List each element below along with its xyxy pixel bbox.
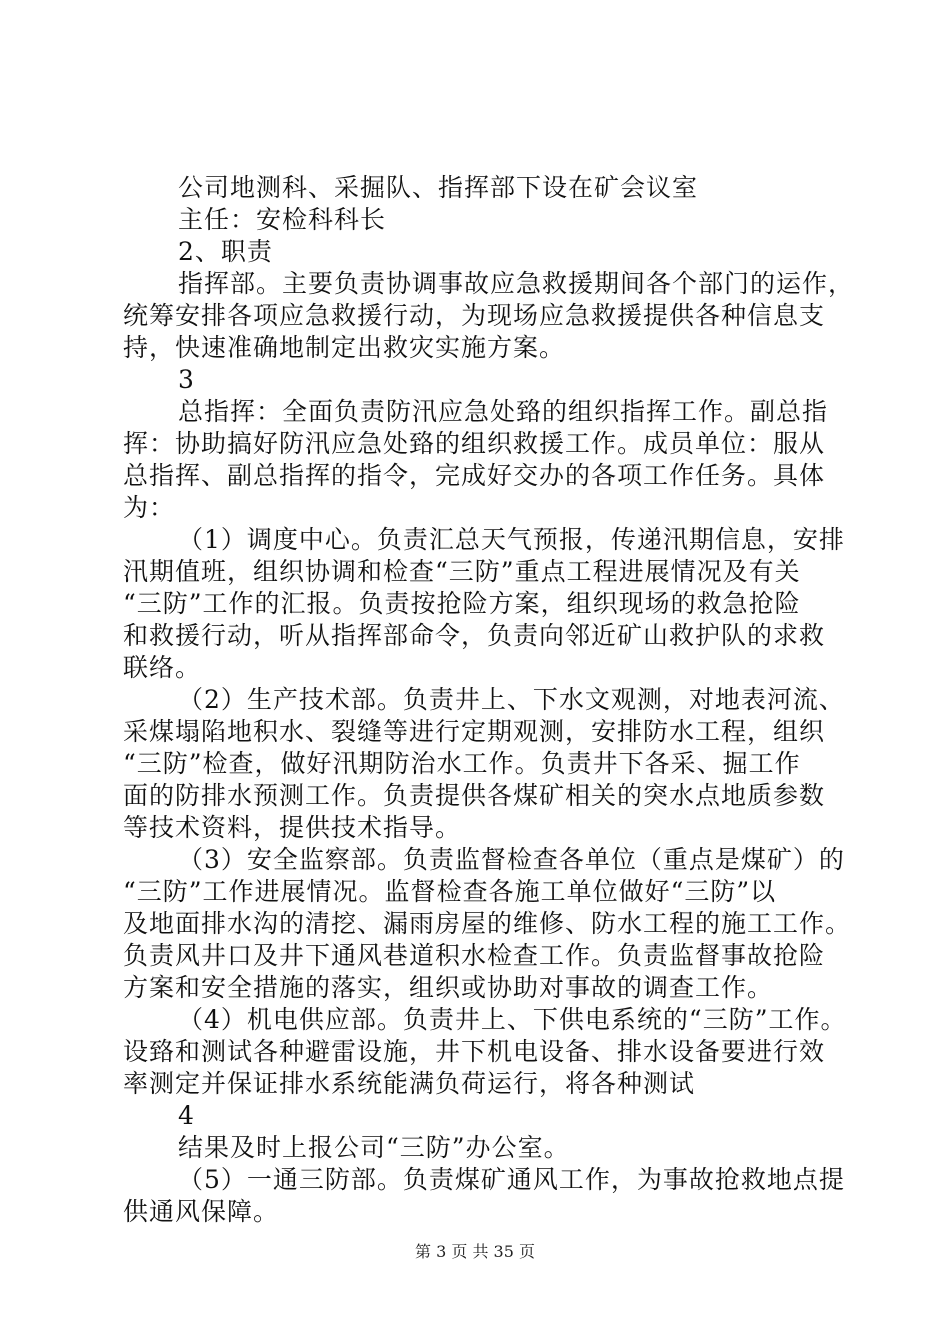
page-footer: 第 3 页 共 35 页 bbox=[415, 1242, 535, 1261]
text-line: 率测定并保证排水系统能满负荷运行，将各种测试 bbox=[123, 1069, 696, 1098]
text-line: 统筹安排各项应急救援行动，为现场应急救援提供各种信息支 bbox=[123, 301, 826, 330]
text-line: 持，快速准确地制定出救灾实施方案。 bbox=[123, 333, 566, 362]
text-line: “三防”检查，做好汛期防治水工作。负责井下各采、掘工作 bbox=[123, 749, 801, 778]
section-number: 4 bbox=[178, 1101, 195, 1130]
text-line: 面的防排水预测工作。负责提供各煤矿相关的突水点地质参数 bbox=[123, 781, 826, 810]
text-line: 结果及时上报公司“三防”办公室。 bbox=[178, 1133, 570, 1162]
text-line: 总指挥：全面负责防汛应急处臵的组织指挥工作。副总指 bbox=[178, 397, 829, 426]
text-line: （5）一通三防部。负责煤矿通风工作，为事故抢救地点提 bbox=[178, 1165, 845, 1194]
section-heading: 2、职责 bbox=[178, 237, 273, 266]
text-line: （2）生产技术部。负责井上、下水文观测，对地表河流、 bbox=[178, 685, 845, 714]
text-line: 联络。 bbox=[123, 653, 202, 682]
text-line: （1）调度中心。负责汇总天气预报，传递汛期信息，安排 bbox=[178, 525, 845, 554]
text-line: 指挥部。主要负责协调事故应急救援期间各个部门的运作， bbox=[178, 269, 855, 298]
text-line: 总指挥、副总指挥的指令，完成好交办的各项工作任务。具体 bbox=[123, 461, 826, 490]
text-line: 公司地测科、采掘队、指挥部下设在矿会议室 bbox=[178, 173, 699, 202]
text-line: “三防”工作的汇报。负责按抢险方案，组织现场的救急抢险 bbox=[123, 589, 801, 618]
text-line: “三防”工作进展情况。监督检查各施工单位做好“三防”以 bbox=[123, 877, 777, 906]
text-line: 等技术资料，提供技术指导。 bbox=[123, 813, 462, 842]
text-line: 方案和安全措施的落实，组织或协助对事故的调查工作。 bbox=[123, 973, 774, 1002]
text-line: 汛期值班，组织协调和检查“三防”重点工程进展情况及有关 bbox=[123, 557, 801, 586]
document-body bbox=[123, 172, 855, 1228]
section-number: 3 bbox=[178, 365, 195, 394]
text-line: 采煤塌陷地积水、裂缝等进行定期观测，安排防水工程，组织 bbox=[123, 717, 826, 746]
text-line: 供通风保障。 bbox=[123, 1197, 280, 1226]
text-line: 及地面排水沟的清挖、漏雨房屋的维修、防水工程的施工工作。 bbox=[123, 909, 852, 938]
text-line: 设臵和测试各种避雷设施，井下机电设备、排水设备要进行效 bbox=[123, 1037, 826, 1066]
text-line: 负责风井口及井下通风巷道积水检查工作。负责监督事故抢险 bbox=[123, 941, 826, 970]
text-line: （4）机电供应部。负责井上、下供电系统的“三防”工作。 bbox=[178, 1005, 847, 1034]
text-line: （3）安全监察部。负责监督检查各单位（重点是煤矿）的 bbox=[178, 845, 845, 874]
text-line: 挥：协助搞好防汛应急处臵的组织救援工作。成员单位：服从 bbox=[123, 429, 826, 458]
text-line: 为： bbox=[123, 493, 176, 522]
text-line: 和救援行动，听从指挥部命令，负责向邻近矿山救护队的求救 bbox=[123, 621, 826, 650]
text-line: 主任：安检科科长 bbox=[178, 205, 387, 234]
